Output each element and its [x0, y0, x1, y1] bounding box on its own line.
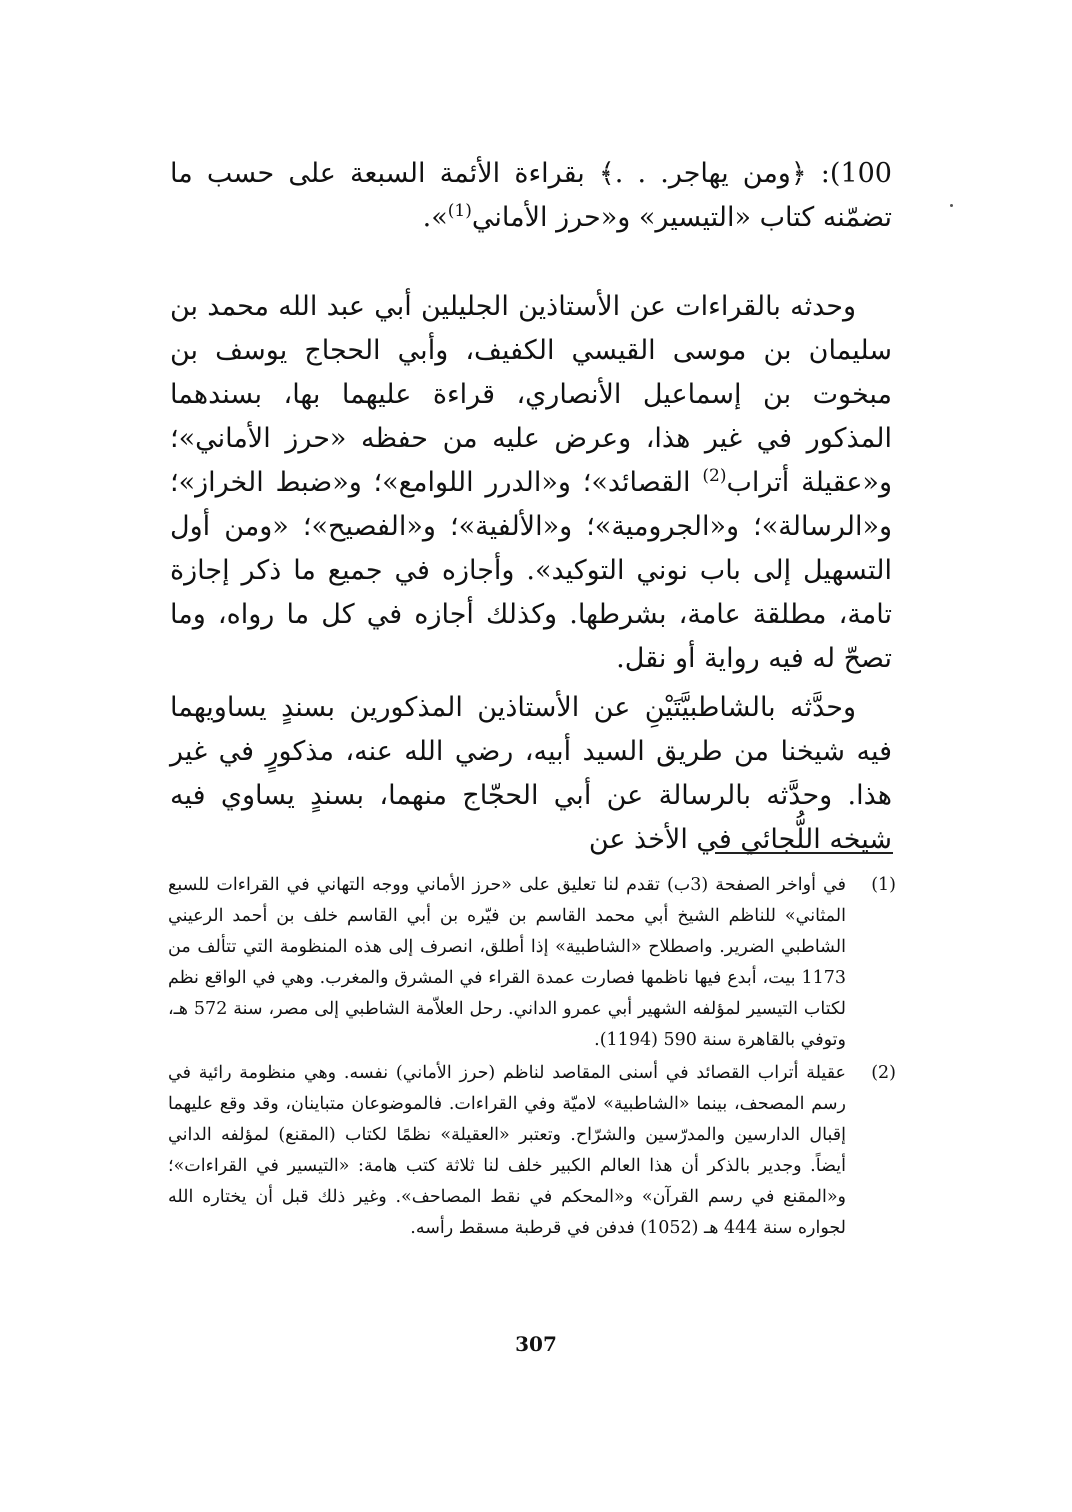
- footnote-1: [168, 870, 896, 1056]
- footnote-2-number: (2): [871, 1063, 896, 1083]
- footnote-ref-1[interactable]: (1): [447, 201, 472, 221]
- footnote-2-text: عقيلة أتراب القصائد في أسنى المقاصد لناظم (حرز الأماني) نفسه. وهي منظومة رائية في رسم المصحف، بينما «الشاطبية» لاميّة وفي القراءات. فالموضوعان متباينان، وقد وقع عليهما إقبال الدارسين والمدرّسين والشرّاح. وتعتبر «العقيلة» نظمًا لكتاب (المقنع) لمؤلفه الداني أيضاً. وجدير بالذكر أن هذا العالم الكبير خلف لنا ثلاثة كتب هامة: «التيسير في القراءات»؛ و«المقنع في رسم القرآن» و«المحكم في نقط المصاحف». وغير ذلك قبل أن يختاره الله لجواره سنة 444 هـ (1052) فدفن في قرطبة مسقط رأسه.: [168, 1063, 846, 1238]
- footnote-separator: [715, 852, 893, 854]
- scan-speck: [950, 204, 953, 207]
- footnotes: [168, 870, 896, 1246]
- footnote-1-number: (1): [871, 875, 896, 895]
- footnote-2: [168, 1058, 896, 1244]
- page-number: 307: [515, 1332, 557, 1356]
- paragraph-2-text-a: وحدثه بالقراءات عن الأستاذين الجليلين أبي عبد الله محمد بن سليمان بن موسى القيسي الكفيف، وأبي الحجاج يوسف بن مبخوت بن إسماعيل الأنصاري، قراءة عليهما بها، بسندهما المذكور في غير هذا، وعرض عليه من حفظه «حرز الأماني»؛ و«عقيلة أتراب: [170, 291, 892, 498]
- footnote-ref-2[interactable]: (2): [702, 466, 727, 486]
- footnote-1-text: في أواخر الصفحة (3ب) تقدم لنا تعليق على «حرز الأماني ووجه التهاني في القراءات للسبع المثاني» للناظم الشيخ أبي محمد القاسم بن فيّره بن أبي القاسم خلف بن أحمد الرعيني الشاطبي الضرير. واصطلاح «الشاطبية» إذا أطلق، انصرف إلى هذه المنظومة التي تتألف من 1173 بيت، أبدع فيها ناظمها فصارت عمدة القراء في المشرق والمغرب. وهي في الواقع نظم لكتاب التيسير لمؤلفه الشهير أبي عمرو الداني. رحل العلاّمة الشاطبي إلى مصر، سنة 572 هـ، وتوفي بالقاهرة سنة 590 (1194).: [168, 875, 846, 1050]
- paragraph-1-end: ».: [422, 202, 448, 233]
- paragraph-3-text: وحدَّثه بالشاطبيَّتَيْنِ عن الأستاذين المذكورين بسندٍ يساويهما فيه شيخنا من طريق السيد أبيه، رضي الله عنه، مذكورٍ في غير هذا. وحدَّثه بالرسالة عن أبي الحجّاج منهما، بسندٍ يساوي فيه شيخه اللُّجائي في الأخذ عن: [170, 692, 892, 855]
- paragraph-1: [170, 152, 892, 240]
- paragraph-1-text: 100): ﴿ومن يهاجر. . .﴾ بقراءة الأئمة السبعة على حسب ما تضمّنه كتاب «التيسير» و«حرز الأماني: [170, 158, 892, 233]
- paragraph-2: [170, 285, 892, 681]
- paragraph-2-text-b: القصائد»؛ و«الدرر اللوامع»؛ و«ضبط الخراز»؛ و«الرسالة»؛ و«الجرومية»؛ و«الألفية»؛ و«الفصيح»؛ «ومن أول التسهيل إلى باب نوني التوكيد». وأجازه في جميع ما ذكر إجازة تامة، مطلقة عامة، بشرطها. وكذلك أجازه في كل ما رواه، وما تصحّ له فيه رواية أو نقل.: [170, 467, 892, 674]
- paragraph-3: [170, 686, 892, 862]
